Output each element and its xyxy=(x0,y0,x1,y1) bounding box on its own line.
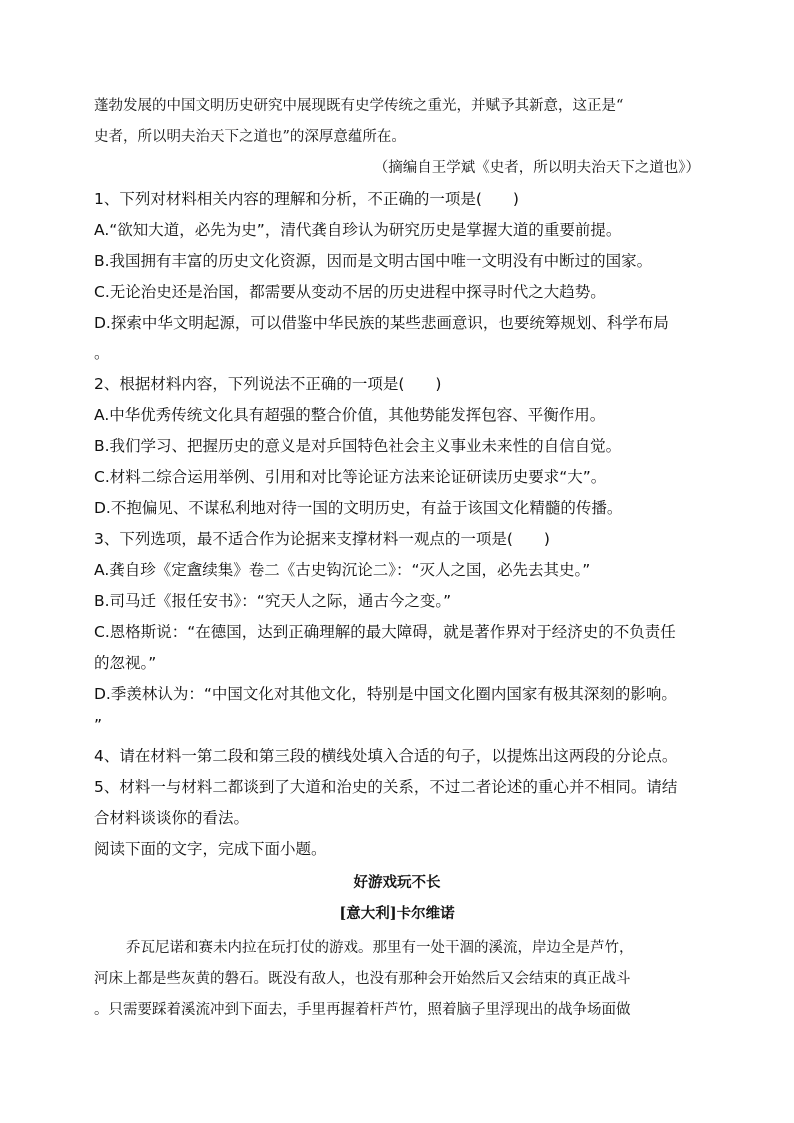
question-5-stem: 5、材料一与材料二都谈到了大道和治史的关系，不过二者论述的重心并不相同。请结 xyxy=(94,778,678,796)
question-3-stem: 3、下列选项，最不适合作为论据来支撑材料一观点的一项是( ) xyxy=(94,530,550,548)
question-1-stem: 1、下列对材料相关内容的理解和分析，不正确的一项是( ) xyxy=(94,190,519,208)
question-2-option-a: A.中华优秀传统文化具有超强的整合价值，其他势能发挥包容、平衡作用。 xyxy=(94,406,606,424)
story-paragraph-line: 乔瓦尼诺和赛未内拉在玩打仗的游戏。那里有一处干涸的溪流，岸边全是芦竹， xyxy=(126,940,634,956)
question-1-option-d-cont: 。 xyxy=(94,344,110,362)
question-3-option-c: C.恩格斯说：“在德国，达到正确理解的最大障碍，就是著作界对于经济史的不负责任 xyxy=(94,623,676,641)
question-3-option-b: B.司马迁《报任安书》：“究天人之际，通古今之变。” xyxy=(94,592,452,610)
story-title: 好游戏玩不长 xyxy=(353,874,441,891)
passage-text-line: 史者，所以明夫治天下之道也”的深厚意蕴所在。 xyxy=(94,129,406,145)
question-2-option-b: B.我们学习、把握历史的意义是对乒国特色社会主义事业未来性的自信自觉。 xyxy=(94,437,622,455)
question-3-option-a: A.龚自珍《定盦续集》卷二《古史钩沉论二》：“灭人之国，必先去其史。” xyxy=(94,561,591,579)
question-3-option-d: D.季羡林认为：“中国文化对其他文化，特别是中国文化圈内国家有极其深刻的影响。 xyxy=(94,685,677,703)
question-5-stem-cont: 合材料谈谈你的看法。 xyxy=(94,809,250,827)
source-citation: （摘编自王学斌《史者，所以明夫治天下之道也》） xyxy=(373,160,700,176)
question-2-stem: 2、根据材料内容，下列说法不正确的一项是( ) xyxy=(94,375,442,393)
question-2-option-c: C.材料二综合运用举例、引用和对比等论证方法来论证研读历史要求“大”。 xyxy=(94,468,607,486)
story-paragraph-line: 。只需要踩着溪流冲到下面去，手里再握着杆芦竹，照着脑子里浮现出的战争场面做 xyxy=(94,1002,631,1018)
question-2-option-d: D.不抱偏见、不谋私利地对待一国的文明历史，有益于该国文化精髓的传播。 xyxy=(94,499,623,517)
question-3-option-c-cont: 的忽视。” xyxy=(94,654,157,672)
story-author: [意大利]卡尔维诺 xyxy=(339,905,455,922)
question-1-option-b: B.我国拥有丰富的历史文化资源，因而是文明古国中唯一文明没有中断过的国家。 xyxy=(94,252,653,270)
question-1-option-a: A.“欲知大道，必先为史”，清代龚自珍认为研究历史是掌握大道的重要前提。 xyxy=(94,221,622,239)
passage-text-line: 蓬勃发展的中国文明历史研究中展现既有史学传统之重光，并赋予其新意，这正是“ xyxy=(94,98,624,114)
story-paragraph-line: 河床上都是些灰黄的磐石。既没有敌人，也没有那种会开始然后又会结束的真正战斗 xyxy=(94,971,631,987)
question-1-option-d: D.探索中华文明起源，可以借鉴中华民族的某些悲画意识，也要统筹规划、科学布局 xyxy=(94,314,669,332)
question-1-option-c: C.无论治史还是治国，都需要从变动不居的历史进程中探寻时代之大趋势。 xyxy=(94,283,606,301)
question-4-stem: 4、请在材料一第二段和第三段的横线处填入合适的句子，以提炼出这两段的分论点。 xyxy=(94,747,678,765)
reading-instruction: 阅读下面的文字，完成下面小题。 xyxy=(94,840,327,858)
question-3-option-d-cont: ” xyxy=(94,716,103,734)
